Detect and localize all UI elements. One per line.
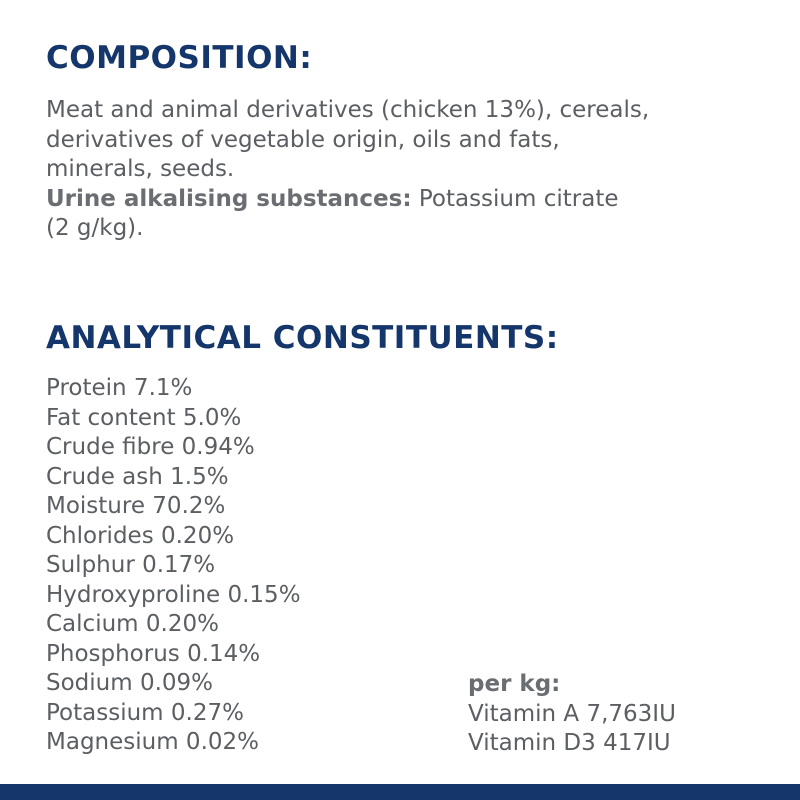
- constituent-item: Magnesium 0.02%: [46, 729, 259, 755]
- composition-text: [46, 96, 786, 244]
- analytical-constituents-heading: ANALYTICAL CONSTITUENTS:: [46, 320, 559, 356]
- constituent-item: Potassium 0.27%: [46, 699, 244, 726]
- composition-heading: COMPOSITION:: [46, 40, 313, 76]
- constituent-item: Sulphur 0.17%: [46, 552, 216, 578]
- urine-alkalising-value: Potassium citrate: [411, 185, 619, 212]
- constituent-item: Fat content 5.0%: [46, 404, 242, 431]
- per-kg-block: [468, 670, 676, 759]
- composition-line: derivatives of vegetable origin, oils and fats,: [46, 126, 560, 153]
- urine-alkalising-label: Urine alkalising substances:: [46, 185, 412, 212]
- composition-line: minerals, seeds.: [46, 156, 235, 182]
- vitamin-item: Vitamin D3 417IU: [468, 730, 671, 756]
- constituent-item: Phosphorus 0.14%: [46, 640, 261, 667]
- constituent-item: Hydroxyproline 0.15%: [46, 581, 301, 608]
- composition-line: Meat and animal derivatives (chicken 13%), cereals,: [46, 97, 650, 123]
- constituent-item: Moisture 70.2%: [46, 493, 226, 519]
- urine-alkalising-value-cont: (2 g/kg).: [46, 215, 144, 241]
- constituent-item: Chlorides 0.20%: [46, 522, 235, 549]
- constituent-item: Protein 7.1%: [46, 375, 193, 401]
- per-kg-heading: per kg:: [468, 671, 561, 697]
- vitamin-item: Vitamin A 7,763IU: [468, 700, 676, 727]
- constituent-item: Calcium 0.20%: [46, 611, 219, 637]
- vitamins-list: [468, 700, 676, 759]
- constituents-list: [46, 374, 301, 758]
- footer-bar: [0, 784, 800, 800]
- constituent-item: Sodium 0.09%: [46, 670, 214, 696]
- constituent-item: Crude ash 1.5%: [46, 463, 229, 490]
- urine-alkalising-line: [46, 185, 786, 215]
- constituent-item: Crude fibre 0.94%: [46, 434, 255, 460]
